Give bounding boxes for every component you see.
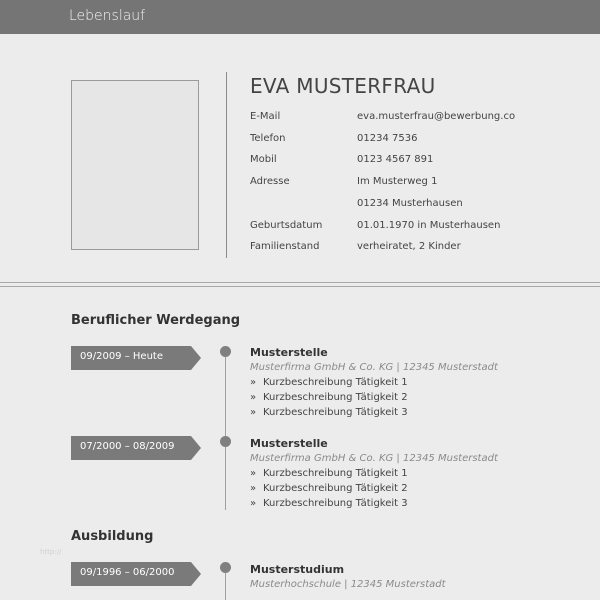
person-name: EVA MUSTERFRAU <box>250 74 436 98</box>
date-tag-label: 09/1996 – 06/2000 <box>80 567 175 578</box>
task-list <box>250 375 570 420</box>
bullet-icon: » <box>250 407 257 418</box>
education-section-title: Ausbildung <box>71 529 154 544</box>
photo-placeholder <box>71 80 199 250</box>
task-text: Kurzbeschreibung Tätigkeit 1 <box>263 377 408 388</box>
contact-value: verheiratet, 2 Kinder <box>357 241 461 252</box>
entry-position: Musterstelle <box>250 437 328 450</box>
list-item <box>250 375 570 390</box>
timeline-dot <box>220 562 231 573</box>
bullet-icon: » <box>250 392 257 403</box>
contact-label: Familienstand <box>250 241 320 252</box>
date-tag-label: 07/2000 – 08/2009 <box>80 441 175 452</box>
contact-label: Mobil <box>250 154 277 165</box>
date-tag <box>71 346 201 370</box>
entry-company: Musterfirma GmbH & Co. KG | 12345 Musterstadt <box>250 453 498 464</box>
section-divider <box>0 286 600 287</box>
top-bar <box>0 0 600 34</box>
career-entry <box>250 436 570 511</box>
task-text: Kurzbeschreibung Tätigkeit 3 <box>263 498 408 509</box>
task-text: Kurzbeschreibung Tätigkeit 2 <box>263 483 408 494</box>
contact-value: eva.musterfrau@bewerbung.co <box>357 111 516 122</box>
list-item <box>250 496 570 511</box>
bullet-icon: » <box>250 483 257 494</box>
entry-degree: Musterstudium <box>250 563 345 576</box>
contact-value: 01234 Musterhausen <box>357 198 463 209</box>
entry-position: Musterstelle <box>250 346 328 359</box>
task-text: Kurzbeschreibung Tätigkeit 1 <box>263 468 408 479</box>
task-list <box>250 466 570 511</box>
career-section-title: Beruflicher Werdegang <box>71 313 241 328</box>
bullet-icon: » <box>250 377 257 388</box>
list-item <box>250 466 570 481</box>
career-timeline-line <box>225 352 226 510</box>
task-text: Kurzbeschreibung Tätigkeit 3 <box>263 407 408 418</box>
bullet-icon: » <box>250 498 257 509</box>
contact-value: 0123 4567 891 <box>357 154 434 165</box>
contact-value: 01234 7536 <box>357 133 418 144</box>
entry-institution: Musterhochschule | 12345 Musterstadt <box>250 579 446 590</box>
list-item <box>250 481 570 496</box>
career-entry <box>250 345 570 420</box>
entry-company: Musterfirma GmbH & Co. KG | 12345 Musterstadt <box>250 362 498 373</box>
date-tag-label: 09/2009 – Heute <box>80 351 163 362</box>
watermark: http:// <box>40 548 62 556</box>
contact-label: Adresse <box>250 176 290 187</box>
header-divider-line <box>226 72 227 258</box>
section-divider <box>0 282 600 283</box>
document-title: Lebenslauf <box>69 8 146 24</box>
timeline-dot <box>220 346 231 357</box>
bullet-icon: » <box>250 468 257 479</box>
education-entry <box>250 562 570 592</box>
date-tag <box>71 436 201 460</box>
date-tag <box>71 562 201 586</box>
list-item <box>250 405 570 420</box>
contact-label: Telefon <box>250 133 286 144</box>
task-text: Kurzbeschreibung Tätigkeit 2 <box>263 392 408 403</box>
timeline-dot <box>220 436 231 447</box>
contact-label: Geburtsdatum <box>250 220 323 231</box>
contact-value: 01.01.1970 in Musterhausen <box>357 220 501 231</box>
list-item <box>250 390 570 405</box>
contact-value: Im Musterweg 1 <box>357 176 438 187</box>
contact-label: E-Mail <box>250 111 281 122</box>
